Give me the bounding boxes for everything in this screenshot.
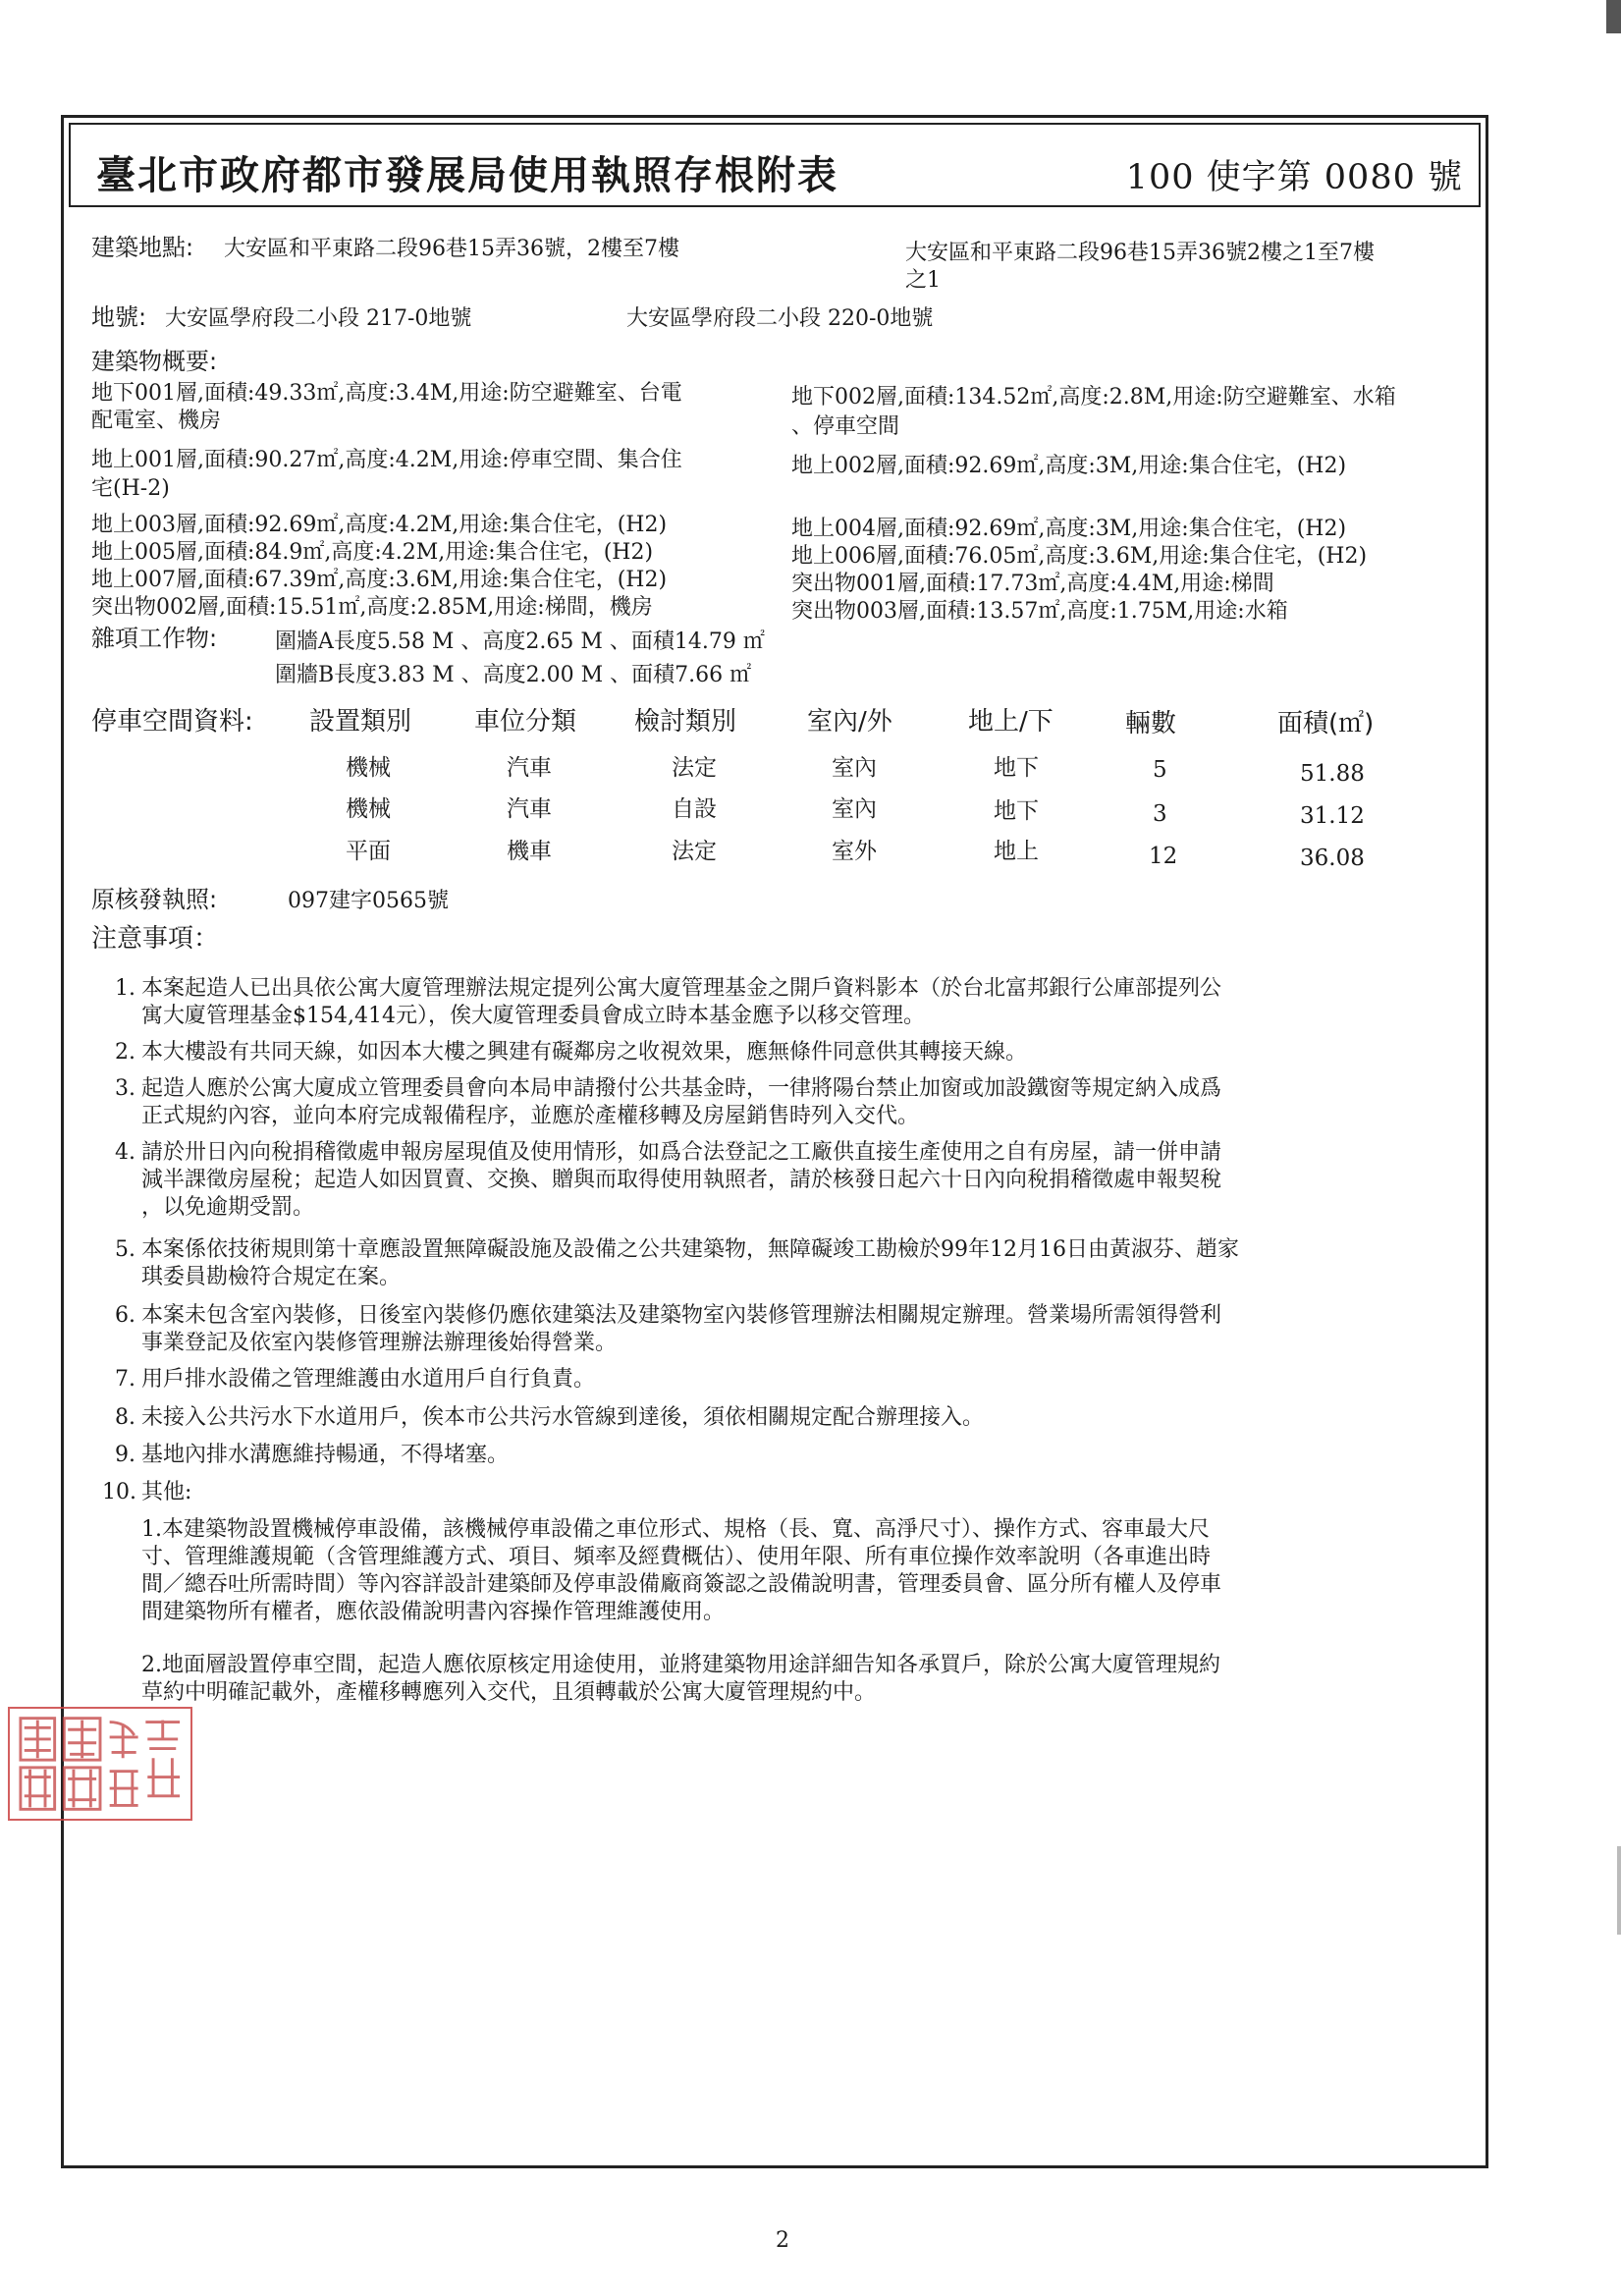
overview-left-line: 宅(H-2): [91, 476, 170, 501]
parking-cell: 汽車: [507, 755, 552, 781]
note-line: 減半課徵房屋稅；起造人如因買賣、交換、贈與而取得使用執照者，請於核發日起六十日內向稅捐稽徵處申報契稅: [141, 1168, 1222, 1192]
other-line: 間／總吞吐所需時間）等內容詳設計建築師及停車設備廠商簽認之設備說明書，管理委員會、區分所有權人及停車: [141, 1572, 1222, 1597]
original-permit-value: 097建字0565號: [288, 889, 449, 913]
note-number: 3.: [115, 1076, 135, 1101]
note-line: 用戶排水設備之管理維護由水道用戶自行負責。: [141, 1367, 596, 1392]
permit-number: 100 使字第 0080 號: [1125, 158, 1463, 197]
overview-left-line: 地上001層,面積:90.27㎡,高度:4.2M,用途:停車空間、集合住: [91, 448, 682, 472]
parking-cell: 地上: [994, 839, 1039, 864]
note-number: 7.: [115, 1367, 135, 1392]
overview-right-line: 地上002層,面積:92.69㎡,高度:3M,用途:集合住宅，(H2): [791, 454, 1347, 478]
parking-cell: 5: [1153, 757, 1167, 783]
parking-cell: 汽車: [507, 796, 552, 822]
other-line: 間建築物所有權者，應依設備說明書內容操作管理維護使用。: [141, 1600, 726, 1624]
parking-cell: 機械: [346, 755, 391, 781]
note-number: 10.: [102, 1480, 136, 1504]
parking-cell: 室內: [832, 755, 877, 781]
page-title: 臺北市政府都市發展局使用執照存根附表: [96, 152, 838, 198]
note-line: ，以免逾期受罰。: [141, 1195, 315, 1220]
note-line: 本案未包含室內裝修，日後室內裝修仍應依建築法及建築物室內裝修管理辦法相關規定辦理。營業場所需領得營利: [141, 1303, 1222, 1328]
overview-label: 建築物概要:: [91, 348, 218, 375]
overview-left-line: 突出物002層,面積:15.51㎡,高度:2.85M,用途:梯間，機房: [91, 595, 653, 620]
lot-a: 大安區學府段二小段 217-0地號: [165, 306, 472, 331]
note-line: 基地內排水溝應維持暢通，不得堵塞。: [141, 1443, 510, 1467]
other-line: 1.本建築物設置機械停車設備，該機械停車設備之車位形式、規格（長、寬、高淨尺寸）、操作方式、容車最大尺: [141, 1517, 1210, 1542]
other-line: 草約中明確記載外，產權移轉應列入交代，且須轉載於公寓大廈管理規約中。: [141, 1680, 877, 1705]
seal-glyphs-icon: [10, 1709, 190, 1819]
note-line: 本案係依技術規則第十章應設置無障礙設施及設備之公共建築物，無障礙竣工勘檢於99年12月16日由黃淑芬、趙家: [141, 1237, 1239, 1262]
parking-cell: 51.88: [1300, 761, 1365, 787]
parking-cell: 機械: [346, 796, 391, 822]
misc-item: 圍牆A長度5.58 M 、高度2.65 M 、面積14.79 ㎡: [275, 629, 765, 654]
lot-label: 地號:: [91, 303, 147, 331]
parking-cell: 平面: [346, 839, 391, 864]
parking-header: 車位分類: [474, 707, 577, 737]
parking-header: 檢討類別: [634, 707, 737, 737]
overview-right-line: 突出物003層,面積:13.57㎡,高度:1.75M,用途:水箱: [791, 599, 1288, 624]
note-line: 正式規約內容，並向本府完成報備程序，並應於產權移轉及房屋銷售時列入交代。: [141, 1104, 920, 1128]
note-line: 本案起造人已出具依公寓大廈管理辦法規定提列公寓大廈管理基金之開戶資料影本（於台北富邦銀行公庫部提列公: [141, 976, 1222, 1001]
misc-label: 雜項工作物:: [91, 625, 218, 652]
scan-edge-mark: [1617, 1846, 1621, 1935]
parking-cell: 3: [1153, 801, 1167, 827]
overview-right-line: 地上004層,面積:92.69㎡,高度:3M,用途:集合住宅，(H2): [791, 517, 1347, 541]
note-line: 寓大廈管理基金$154,414元），俟大廈管理委員會成立時本基金應予以移交管理。: [141, 1004, 925, 1028]
parking-header: 室內/外: [807, 707, 892, 737]
note-line: 請於卅日內向稅捐稽徵處申報房屋現值及使用情形，如爲合法登記之工廠供直接生產使用之自有房屋，請一併申請: [141, 1140, 1222, 1165]
note-number: 5.: [115, 1237, 135, 1262]
title-box: [69, 123, 1481, 207]
overview-right-line: 地上006層,面積:76.05㎡,高度:3.6M,用途:集合住宅，(H2): [791, 544, 1368, 569]
other-line: 寸、管理維護規範（含管理維護方式、項目、頻率及經費概估）、使用年限、所有車位操作效率說明（各車進出時: [141, 1545, 1212, 1569]
note-line: 其他:: [141, 1480, 192, 1504]
site-address-b-line2: 之1: [905, 268, 941, 293]
original-permit-label: 原核發執照:: [91, 886, 218, 913]
official-seal-stamp: [8, 1707, 192, 1821]
note-line: 未接入公共污水下水道用戶，俟本市公共污水管線到達後，須依相關規定配合辦理接入。: [141, 1405, 985, 1430]
misc-item: 圍牆B長度3.83 M 、高度2.00 M 、面積7.66 ㎡: [275, 663, 752, 687]
note-line: 琪委員勘檢符合規定在案。: [141, 1265, 402, 1289]
overview-left-line: 配電室、機房: [91, 409, 222, 433]
note-line: 起造人應於公寓大廈成立管理委員會向本局申請撥付公共基金時，一律將陽台禁止加窗或加設鐵窗等規定納入成爲: [141, 1076, 1222, 1101]
note-number: 1.: [115, 976, 135, 1001]
parking-header: 地上/下: [968, 707, 1054, 737]
overview-right-line: 、停車空間: [791, 414, 900, 439]
note-line: 事業登記及依室內裝修管理辦法辦理後始得營業。: [141, 1331, 618, 1355]
parking-cell: 室外: [832, 839, 877, 864]
parking-cell: 36.08: [1300, 846, 1365, 871]
overview-right-line: 地下002層,面積:134.52㎡,高度:2.8M,用途:防空避難室、水箱: [791, 385, 1396, 410]
parking-cell: 法定: [672, 839, 717, 864]
overview-left-line: 地上007層,面積:67.39㎡,高度:3.6M,用途:集合住宅，(H2): [91, 568, 668, 592]
notes-label: 注意事項：: [91, 924, 220, 954]
parking-cell: 12: [1149, 844, 1178, 869]
parking-cell: 室內: [832, 796, 877, 822]
note-number: 2.: [115, 1040, 135, 1065]
overview-right-line: 突出物001層,面積:17.73㎡,高度:4.4M,用途:梯間: [791, 572, 1274, 596]
site-address-a: 大安區和平東路二段96巷15弄36號，2樓至7樓: [224, 237, 679, 261]
parking-cell: 機車: [507, 839, 552, 864]
parking-cell: 自設: [672, 796, 717, 822]
note-line: 本大樓設有共同天線，如因本大樓之興建有礙鄰房之收視效果，應無條件同意供其轉接天線。: [141, 1040, 1028, 1065]
note-number: 4.: [115, 1140, 135, 1165]
note-number: 9.: [115, 1443, 135, 1467]
other-line: 2.地面層設置停車空間，起造人應依原核定用途使用，並將建築物用途詳細告知各承買戶，除於公寓大廈管理規約: [141, 1653, 1220, 1677]
site-label: 建築地點:: [91, 234, 194, 261]
lot-b: 大安區學府段二小段 220-0地號: [626, 306, 934, 331]
scan-edge-mark: [1606, 0, 1621, 33]
note-number: 8.: [115, 1405, 135, 1430]
overview-left-line: 地下001層,面積:49.33㎡,高度:3.4M,用途:防空避難室、台電: [91, 381, 682, 406]
page-number: 2: [776, 2228, 789, 2253]
parking-cell: 地下: [994, 755, 1039, 781]
parking-header: 輛數: [1125, 709, 1177, 738]
parking-cell: 法定: [672, 755, 717, 781]
parking-header: 設置類別: [309, 707, 412, 737]
site-address-b-line1: 大安區和平東路二段96巷15弄36號2樓之1至7樓: [905, 241, 1375, 265]
parking-header: 面積(㎡): [1277, 709, 1375, 738]
note-number: 6.: [115, 1303, 135, 1328]
parking-cell: 地下: [994, 798, 1039, 824]
overview-left-line: 地上005層,面積:84.9㎡,高度:4.2M,用途:集合住宅，(H2): [91, 540, 654, 565]
parking-cell: 31.12: [1300, 803, 1365, 829]
overview-left-line: 地上003層,面積:92.69㎡,高度:4.2M,用途:集合住宅，(H2): [91, 513, 668, 537]
parking-label: 停車空間資料:: [91, 707, 253, 737]
